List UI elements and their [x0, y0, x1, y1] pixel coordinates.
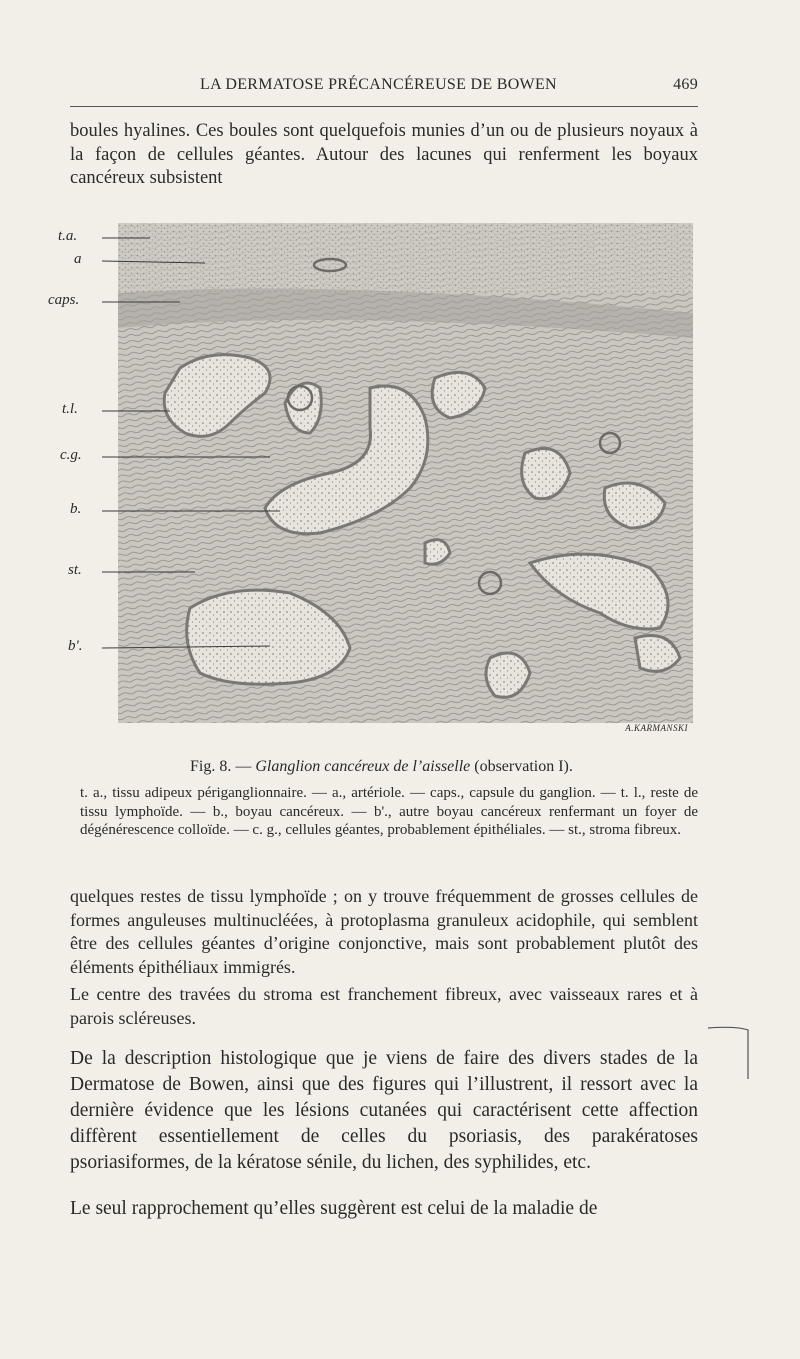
margin-bracket-mark [706, 1024, 756, 1084]
label-b: b. [70, 501, 82, 517]
label-st: st. [68, 562, 82, 578]
histology-illustration [40, 218, 700, 738]
paragraph-1: boules hyalines. Ces boules sont quelquefois munies d’un ou de plusieurs noyaux à la façon de cellules géantes. Autour des lacunes qui renferment les boyaux cancéreux subsistent [70, 121, 698, 188]
histology-figure [40, 218, 700, 738]
figure-caption-title [190, 758, 573, 776]
header-rule [70, 106, 698, 107]
caption-italic-title: Glanglion cancéreux de l’aisselle [255, 758, 471, 775]
label-caps: caps. [48, 292, 80, 308]
caption-prefix: Fig. 8. — [190, 758, 252, 775]
running-head [70, 72, 698, 98]
adipose-band [118, 223, 693, 293]
label-ta: t.a. [58, 228, 78, 244]
caption-suffix: (observation I). [474, 758, 573, 775]
paragraph-4: De la description histologique que je viens de faire des divers stades de la Dermatose de Bowen, ainsi que des figures qui l’illustrent, il ressort avec la dernière évidence que les lésions cutanées qui caractérisent cette affection diffèrent essentiellement de celles du psoriasis, des parakératoses psoriasiformes, de la kératose sénile, du lichen, des syphilides, etc. [70, 1048, 698, 1173]
running-head-title: LA DERMATOSE PRÉCANCÉREUSE DE BOWEN [200, 76, 557, 93]
paragraph-5: Le seul rapprochement qu’elles suggèrent est celui de la maladie de [70, 1198, 598, 1219]
paragraph-2: quelques restes de tissu lymphoïde ; on y trouve fréquemment de grosses cellules de formes anguleuses multinucléées, à protoplasma granuleux acidophile, qui semblent être des cellules géantes d’origine conjonctive, mais sont probablement plutôt des éléments épithéliaux immigrés. [70, 886, 698, 977]
label-a: a [74, 251, 82, 267]
page-number: 469 [673, 76, 698, 93]
label-cg: c.g. [60, 447, 82, 463]
label-b-prime: b'. [68, 638, 83, 654]
artist-signature: A.KARMANSKI [625, 723, 688, 733]
figure-caption-body: t. a., tissu adipeux périganglionnaire. — a., artériole. — caps., capsule du ganglion. — t. l., reste de tissu lymphoïde. — b., boyau cancéreux. — b'., autre boyau cancéreux renfermant un foyer de dégénérescence colloïde. — c. g., cellules géantes, probablement épithéliales. — st., stroma fibreux. [80, 785, 698, 838]
label-tl: t.l. [62, 401, 78, 417]
paragraph-3: Le centre des travées du stroma est franchement fibreux, avec vaisseaux rares et à parois scléreuses. [70, 984, 698, 1028]
